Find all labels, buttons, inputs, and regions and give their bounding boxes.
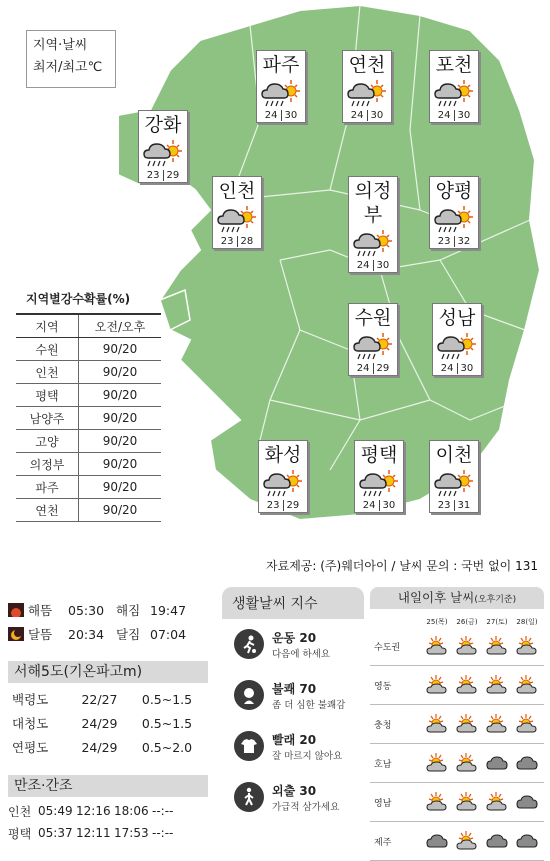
city-name: 인천 <box>218 180 256 202</box>
forecast-row <box>370 627 544 666</box>
rain-prob: 90/20 <box>79 453 162 476</box>
city-name: 파주 <box>262 54 300 76</box>
life-index-name: 빨래 20 <box>272 732 317 747</box>
sun-cloud-icon <box>452 636 482 656</box>
sea-row <box>12 735 197 759</box>
life-index-desc: 가급적 삼가세요 <box>272 801 340 813</box>
sun-cloud-icon <box>422 636 452 656</box>
sea-row <box>12 711 197 735</box>
rain-row <box>16 338 161 361</box>
tide-cell: --:-- <box>152 826 174 840</box>
rain-row <box>16 407 161 430</box>
city-name: 연천 <box>348 54 386 76</box>
rain-prob: 90/20 <box>79 407 162 430</box>
tide-cell: 12:11 <box>76 826 111 840</box>
city-box-0 <box>256 50 306 123</box>
city-name: 성남 <box>438 307 476 329</box>
sea-section-title: 서해5도(기온파고m) <box>8 661 208 683</box>
cloud-rain-sun-icon <box>430 467 478 499</box>
sun-cloud-icon <box>452 753 482 773</box>
tide-section-title: 만조·간조 <box>8 775 208 797</box>
city-max-temp: 30 <box>376 260 390 271</box>
forecast-title-text: 내일이후 날씨 <box>397 590 475 605</box>
forecast-row <box>370 744 544 783</box>
rain-region: 수원 <box>16 338 79 361</box>
laundry-icon <box>234 731 264 761</box>
data-source-note: 자료제공: (주)웨더아이 / 날씨 문의 : 국번 없이 131 <box>266 559 538 573</box>
rain-col-amp: 오전/오후 <box>79 314 162 338</box>
cloud-rain-sun-icon <box>349 330 397 362</box>
city-name: 의정부 <box>354 180 392 226</box>
sea-island: 연평도 <box>12 740 49 755</box>
rain-row <box>16 453 161 476</box>
sunset-label: 해짐 <box>116 603 141 618</box>
cloud-rain-sun-icon <box>430 77 478 109</box>
life-index-desc: 좀 더 심한 불쾌감 <box>272 699 346 711</box>
life-index-item <box>222 721 364 772</box>
sea-wave: 0.5~1.5 <box>141 715 193 731</box>
city-temps <box>343 109 391 122</box>
sea-temp: 24/29 <box>81 739 118 755</box>
sun-cloud-icon <box>422 714 452 734</box>
life-index-item <box>222 670 364 721</box>
rain-region: 연천 <box>16 499 79 522</box>
rain-region: 인천 <box>16 361 79 384</box>
forecast-date: 27(토) <box>486 618 508 626</box>
moonrise-icon <box>8 627 24 641</box>
cloud-rain-sun-icon <box>259 467 307 499</box>
cloud-icon <box>482 753 512 773</box>
city-max-temp: 30 <box>284 110 298 121</box>
city-min-temp: 23 <box>437 500 451 511</box>
rain-region: 파주 <box>16 476 79 499</box>
city-temps <box>430 109 478 122</box>
city-box-8 <box>432 303 482 376</box>
city-max-temp: 32 <box>457 236 471 247</box>
rain-row <box>16 361 161 384</box>
outing-icon <box>234 782 264 812</box>
city-name: 화성 <box>264 444 302 466</box>
city-temps <box>430 235 478 248</box>
tide-cell: 05:37 <box>38 826 73 840</box>
tide-table <box>8 800 190 844</box>
tide-cell: 17:53 <box>114 826 149 840</box>
city-box-10 <box>354 440 404 513</box>
city-min-temp: 23 <box>437 236 451 247</box>
rain-prob: 90/20 <box>79 338 162 361</box>
city-temps <box>433 362 481 375</box>
city-box-9 <box>258 440 308 513</box>
city-max-temp: 31 <box>457 500 471 511</box>
life-index-item <box>222 772 364 823</box>
rain-prob: 90/20 <box>79 476 162 499</box>
sun-cloud-icon <box>452 831 482 851</box>
sunrise-time: 05:30 <box>68 602 105 618</box>
cloud-rain-sun-icon <box>343 77 391 109</box>
rain-col-region: 지역 <box>16 314 79 338</box>
city-box-3 <box>138 110 188 183</box>
sea-wave: 0.5~2.0 <box>141 739 193 755</box>
legend-line1: 지역·날씨 <box>33 38 88 53</box>
rain-row <box>16 499 161 522</box>
city-temps <box>430 499 478 512</box>
city-name: 포천 <box>435 54 473 76</box>
city-box-5 <box>348 176 398 273</box>
sun-cloud-icon <box>422 792 452 812</box>
forecast-row <box>370 705 544 744</box>
forecast-dates <box>370 609 544 627</box>
city-min-temp: 23 <box>220 236 234 247</box>
tide-cell: --:-- <box>152 804 174 818</box>
city-min-temp: 24 <box>264 110 278 121</box>
moonrise-time: 20:34 <box>68 626 105 642</box>
life-index-name: 불쾌 70 <box>272 681 317 696</box>
tide-cell: 05:49 <box>38 804 73 818</box>
sun-cloud-icon <box>422 675 452 695</box>
city-min-temp: 24 <box>437 110 451 121</box>
city-name: 평택 <box>360 444 398 466</box>
life-index-title: 생활날씨 지수 <box>222 587 364 619</box>
city-box-6 <box>429 176 479 249</box>
city-box-7 <box>348 303 398 376</box>
forecast-region: 제주 <box>374 837 392 848</box>
sun-cloud-icon <box>482 675 512 695</box>
sunrise-icon <box>8 603 24 617</box>
cloud-icon <box>512 792 542 812</box>
rain-row <box>16 384 161 407</box>
forecast-region: 수도권 <box>374 642 401 653</box>
city-box-11 <box>429 440 479 513</box>
city-max-temp: 29 <box>166 170 180 181</box>
city-temps <box>349 362 397 375</box>
sun-cloud-icon <box>452 714 482 734</box>
sunrise-label: 해뜸 <box>28 603 53 618</box>
forecast-row <box>370 783 544 822</box>
city-temps <box>355 499 403 512</box>
sun-cloud-icon <box>452 675 482 695</box>
moonset-time: 07:04 <box>150 626 187 642</box>
city-temps <box>139 169 187 182</box>
sunset-time: 19:47 <box>150 602 187 618</box>
cloud-rain-sun-icon <box>139 137 187 169</box>
forecast-row <box>370 822 544 861</box>
city-max-temp: 30 <box>460 363 474 374</box>
cloud-rain-sun-icon <box>213 203 261 235</box>
rain-prob: 90/20 <box>79 499 162 522</box>
city-min-temp: 24 <box>350 110 364 121</box>
moon-row <box>8 622 186 646</box>
tide-row <box>8 822 190 844</box>
forecast-region: 영동 <box>374 681 392 692</box>
sea-island: 대청도 <box>12 716 49 731</box>
legend-box <box>26 30 116 88</box>
cloud-rain-sun-icon <box>430 203 478 235</box>
forecast-panel <box>370 587 544 861</box>
cloud-rain-sun-icon <box>355 467 403 499</box>
legend-line2: 최저/최고℃ <box>33 60 103 75</box>
forecast-subtitle: (오후기준) <box>474 595 517 605</box>
city-min-temp: 24 <box>356 363 370 374</box>
city-max-temp: 30 <box>382 500 396 511</box>
cloud-icon <box>482 831 512 851</box>
city-box-2 <box>429 50 479 123</box>
life-index-name: 운동 20 <box>272 630 317 645</box>
cloud-icon <box>422 831 452 851</box>
sun-cloud-icon <box>482 636 512 656</box>
sea-table <box>12 687 197 759</box>
life-weather-index <box>222 587 364 823</box>
city-name: 수원 <box>354 307 392 329</box>
forecast-region: 영남 <box>374 798 392 809</box>
forecast-date: 26(금) <box>456 618 478 626</box>
city-min-temp: 24 <box>440 363 454 374</box>
sea-temp: 22/27 <box>81 691 118 707</box>
sun-cloud-icon <box>512 675 542 695</box>
cloud-rain-sun-icon <box>349 227 397 259</box>
sea-row <box>12 687 197 711</box>
rain-region: 남양주 <box>16 407 79 430</box>
city-max-temp: 29 <box>376 363 390 374</box>
sun-row <box>8 598 186 622</box>
sun-cloud-icon <box>512 714 542 734</box>
sun-cloud-icon <box>482 714 512 734</box>
tide-cell: 12:16 <box>76 804 111 818</box>
city-box-1 <box>342 50 392 123</box>
life-index-desc: 다음에 하세요 <box>272 648 331 660</box>
tide-cell: 인천 <box>8 804 32 819</box>
forecast-region: 호남 <box>374 759 392 770</box>
city-temps <box>349 259 397 272</box>
sea-island: 백령도 <box>12 692 49 707</box>
sun-moon-times <box>8 598 186 646</box>
sun-cloud-icon <box>512 636 542 656</box>
forecast-title <box>370 587 544 609</box>
cloud-icon <box>512 831 542 851</box>
rain-prob: 90/20 <box>79 384 162 407</box>
sun-cloud-icon <box>422 753 452 773</box>
city-min-temp: 23 <box>146 170 160 181</box>
rain-table-title: 지역별강수확률(%) <box>26 292 131 306</box>
moonrise-label: 달뜸 <box>28 627 53 642</box>
city-max-temp: 28 <box>240 236 254 247</box>
city-name: 이천 <box>435 444 473 466</box>
cloud-rain-sun-icon <box>433 330 481 362</box>
life-index-item <box>222 619 364 670</box>
rain-region: 의정부 <box>16 453 79 476</box>
forecast-date: 28(일) <box>516 618 538 626</box>
city-name: 양평 <box>435 180 473 202</box>
rain-probability-table <box>16 288 161 522</box>
cloud-rain-sun-icon <box>257 77 305 109</box>
moonset-label: 달짐 <box>116 627 141 642</box>
discomfort-icon <box>234 680 264 710</box>
tide-cell: 18:06 <box>114 804 149 818</box>
city-max-temp: 30 <box>370 110 384 121</box>
city-temps <box>213 235 261 248</box>
tide-row <box>8 800 190 822</box>
city-temps <box>259 499 307 512</box>
city-box-4 <box>212 176 262 249</box>
rain-region: 평택 <box>16 384 79 407</box>
life-index-name: 외출 30 <box>272 783 317 798</box>
city-min-temp: 24 <box>362 500 376 511</box>
tide-cell: 평택 <box>8 826 32 841</box>
sea-wave: 0.5~1.5 <box>141 691 193 707</box>
rain-prob: 90/20 <box>79 361 162 384</box>
city-max-temp: 30 <box>457 110 471 121</box>
city-max-temp: 29 <box>286 500 300 511</box>
forecast-row <box>370 666 544 705</box>
rain-region: 고양 <box>16 430 79 453</box>
rain-row <box>16 430 161 453</box>
city-temps <box>257 109 305 122</box>
city-name: 강화 <box>144 114 182 136</box>
exercise-icon <box>234 629 264 659</box>
sun-cloud-icon <box>452 792 482 812</box>
sun-cloud-icon <box>482 792 512 812</box>
rain-row <box>16 476 161 499</box>
forecast-date: 25(목) <box>426 618 448 626</box>
city-min-temp: 23 <box>266 500 280 511</box>
cloud-icon <box>512 753 542 773</box>
life-index-desc: 잘 마르지 않아요 <box>272 750 343 762</box>
rain-prob: 90/20 <box>79 430 162 453</box>
sea-temp: 24/29 <box>81 715 118 731</box>
city-min-temp: 24 <box>356 260 370 271</box>
forecast-region: 충청 <box>374 720 392 731</box>
